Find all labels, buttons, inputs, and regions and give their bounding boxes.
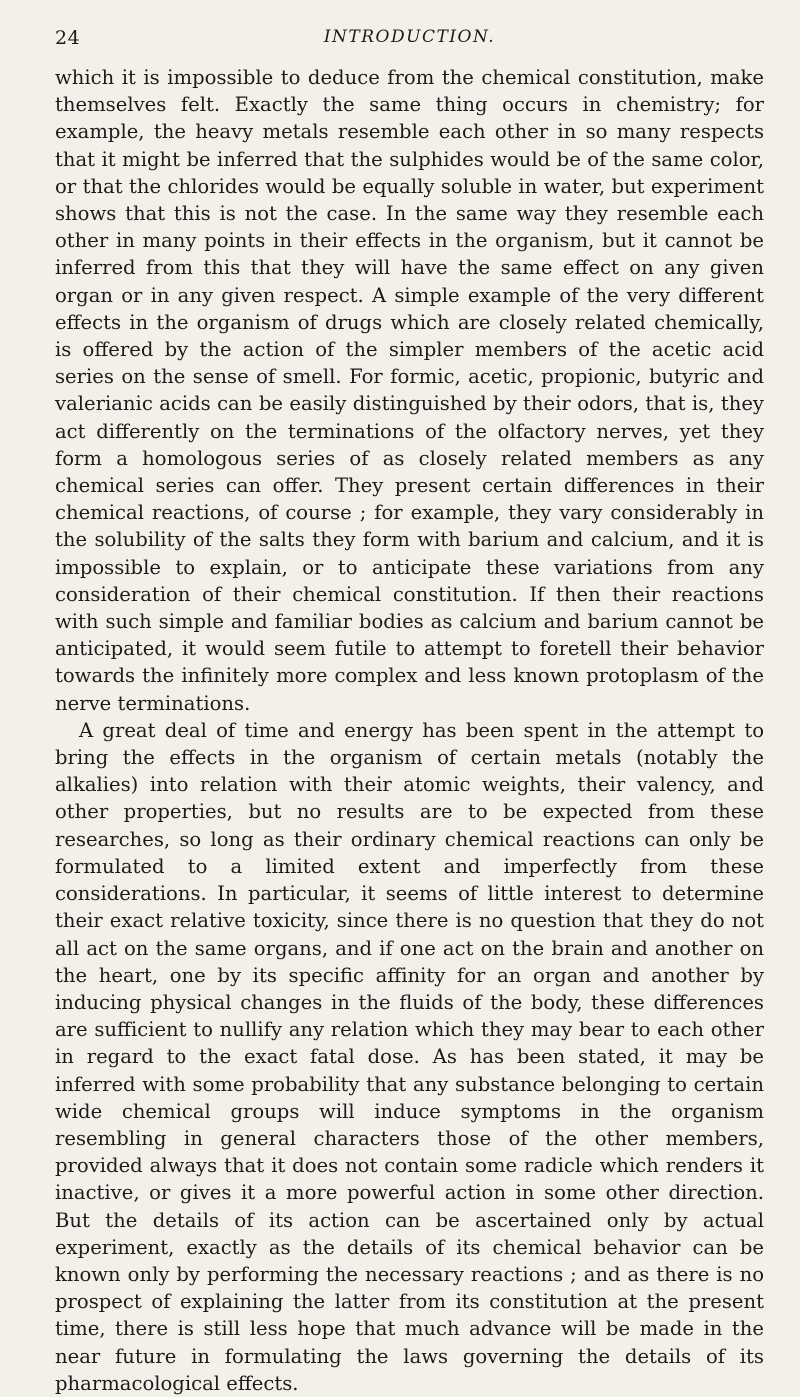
page-header [55, 0, 764, 64]
paragraph: which it is impossible to deduce from the chemical constitution, make themselves felt. Exactly the same thing occurs in chemistry; for example, the heavy metals resemble each other in so many respects that it might be inferred that the sulphides would be of the same color, or that the chlorides would be equally soluble in water, but experiment shows that this is not the case. In the same way they resemble each other in many points in their effects in the organism, but it cannot be inferred from this that they will have the same effect on any given organ or in any given respect. A simple example of the very different effects in the organism of drugs which are closely related chemically, is offered by the action of the simpler members of the acetic acid series on the sense of smell. For formic, acetic, propionic, butyric and valerianic acids can be easily distinguished by their odors, that is, they act differently on the terminations of the olfactory nerves, yet they form a homologous series of as closely related members as any chemical series can offer. They present certain differences in their chemical reactions, of course ; for example, they vary considerably in the solubility of the salts they form with barium and calcium, and it is impossible to explain, or to anticipate these variations from any consideration of their chemical constitution. If then their reactions with such simple and familiar bodies as calcium and barium cannot be anticipated, it would seem futile to attempt to foretell their behavior towards the infinitely more complex and less known protoplasm of the nerve terminations. [55, 66, 764, 715]
body-text [55, 64, 764, 1397]
paragraph: A great deal of time and energy has been spent in the attempt to bring the effects in the organism of certain metals (notably the alkalies) into relation with their atomic weights, their valency, and other properties, but no results are to be expected from these researches, so long as their ordinary chemical reactions can only be formulated to a limited extent and imperfectly from these considerations. In particular, it seems of little interest to determine their exact relative toxicity, since there is no question that they do not all act on the same organs, and if one act on the brain and another on the heart, one by its specific affinity for an organ and another by inducing physical changes in the fluids of the body, these differences are sufficient to nullify any relation which they may bear to each other in regard to the exact fatal dose. As has been stated, it may be inferred with some probability that any substance belonging to certain wide chemical groups will induce symptoms in the organism resembling in general characters those of the other members, provided always that it does not contain some radicle which renders it inactive, or gives it a more powerful action in some other direction. But the details of its action can be ascertained only by actual experiment, exactly as the details of its chemical behavior can be known only by performing the necessary reactions ; and as there is no prospect of explaining the latter from its constitution at the present time, there is still less hope that much advance will be made in the near future in formulating the laws governing the details of its pharmacological effects. [55, 718, 764, 1395]
running-head: INTRODUCTION. [323, 27, 496, 47]
page-number: 24 [55, 27, 81, 49]
